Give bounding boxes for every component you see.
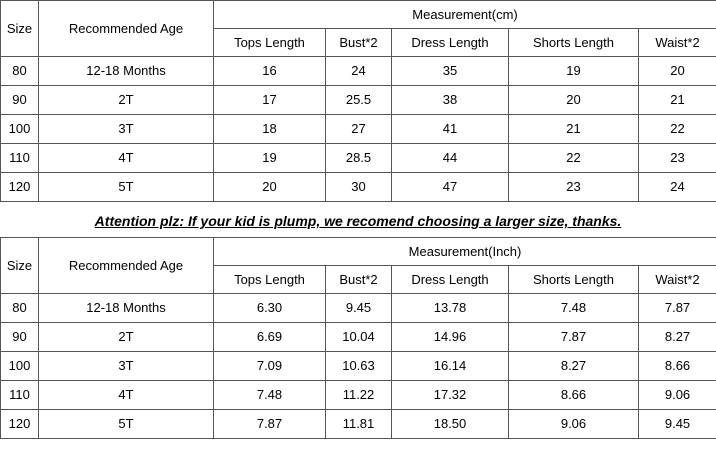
age-cell: 4T — [39, 381, 214, 410]
bust-cell: 24 — [326, 57, 392, 86]
age-cell: 5T — [39, 410, 214, 439]
table-row — [1, 323, 716, 352]
measurement-group-header: Measurement(cm) — [214, 1, 716, 29]
size-chart-cm-table — [0, 0, 716, 202]
tops-length-cell: 18 — [214, 115, 326, 144]
shorts-length-cell: 21 — [509, 115, 639, 144]
tops-length-cell: 19 — [214, 144, 326, 173]
bust-cell: 30 — [326, 173, 392, 202]
dress-length-cell: 14.96 — [392, 323, 509, 352]
table-row — [1, 410, 716, 439]
waist-cell: 8.27 — [639, 323, 716, 352]
bust-cell: 9.45 — [326, 294, 392, 323]
size-cell: 100 — [1, 352, 39, 381]
size-cell: 80 — [1, 294, 39, 323]
waist-cell: 7.87 — [639, 294, 716, 323]
waist-cell: 8.66 — [639, 352, 716, 381]
shorts-length-cell: 7.48 — [509, 294, 639, 323]
table-row — [1, 86, 716, 115]
size-cell: 120 — [1, 410, 39, 439]
size-cell: 90 — [1, 323, 39, 352]
size-cell: 110 — [1, 381, 39, 410]
shorts-length-cell: 7.87 — [509, 323, 639, 352]
waist-cell: 21 — [639, 86, 716, 115]
table-row — [1, 115, 716, 144]
shorts-length-header: Shorts Length — [509, 266, 639, 294]
tops-length-cell: 6.69 — [214, 323, 326, 352]
bust-cell: 11.81 — [326, 410, 392, 439]
shorts-length-header: Shorts Length — [509, 29, 639, 57]
size-cell: 80 — [1, 57, 39, 86]
size-cell: 120 — [1, 173, 39, 202]
tops-length-cell: 7.87 — [214, 410, 326, 439]
size-cell: 110 — [1, 144, 39, 173]
dress-length-cell: 18.50 — [392, 410, 509, 439]
age-cell: 3T — [39, 352, 214, 381]
waist-cell: 22 — [639, 115, 716, 144]
recommended-age-header: Recommended Age — [39, 1, 214, 57]
age-cell: 4T — [39, 144, 214, 173]
tops-length-cell: 16 — [214, 57, 326, 86]
waist-cell: 24 — [639, 173, 716, 202]
tops-length-cell: 17 — [214, 86, 326, 115]
size-chart-inch-table — [0, 237, 716, 439]
waist-cell: 9.06 — [639, 381, 716, 410]
waist-header: Waist*2 — [639, 29, 716, 57]
size-cell: 90 — [1, 86, 39, 115]
age-cell: 12-18 Months — [39, 294, 214, 323]
tops-length-cell: 7.48 — [214, 381, 326, 410]
age-cell: 3T — [39, 115, 214, 144]
bust-cell: 28.5 — [326, 144, 392, 173]
measurement-group-header: Measurement(Inch) — [214, 238, 716, 266]
table-row — [1, 57, 716, 86]
table-row — [1, 381, 716, 410]
waist-cell: 20 — [639, 57, 716, 86]
dress-length-cell: 35 — [392, 57, 509, 86]
dress-length-cell: 13.78 — [392, 294, 509, 323]
tops-length-cell: 20 — [214, 173, 326, 202]
shorts-length-cell: 19 — [509, 57, 639, 86]
dress-length-cell: 44 — [392, 144, 509, 173]
shorts-length-cell: 8.66 — [509, 381, 639, 410]
dress-length-header: Dress Length — [392, 266, 509, 294]
dress-length-header: Dress Length — [392, 29, 509, 57]
bust-header: Bust*2 — [326, 29, 392, 57]
tops-length-header: Tops Length — [214, 266, 326, 294]
shorts-length-cell: 20 — [509, 86, 639, 115]
dress-length-cell: 17.32 — [392, 381, 509, 410]
table-row — [1, 294, 716, 323]
dress-length-cell: 38 — [392, 86, 509, 115]
bust-cell: 10.63 — [326, 352, 392, 381]
table-row — [1, 352, 716, 381]
shorts-length-cell: 22 — [509, 144, 639, 173]
waist-header: Waist*2 — [639, 266, 716, 294]
size-header: Size — [1, 238, 39, 294]
shorts-length-cell: 9.06 — [509, 410, 639, 439]
shorts-length-cell: 8.27 — [509, 352, 639, 381]
tops-length-cell: 6.30 — [214, 294, 326, 323]
bust-header: Bust*2 — [326, 266, 392, 294]
tops-length-cell: 7.09 — [214, 352, 326, 381]
tops-length-header: Tops Length — [214, 29, 326, 57]
bust-cell: 11.22 — [326, 381, 392, 410]
waist-cell: 9.45 — [639, 410, 716, 439]
bust-cell: 27 — [326, 115, 392, 144]
age-cell: 2T — [39, 86, 214, 115]
age-cell: 5T — [39, 173, 214, 202]
size-cell: 100 — [1, 115, 39, 144]
shorts-length-cell: 23 — [509, 173, 639, 202]
plump-size-notice: Attention plz: If your kid is plump, we recomend choosing a larger size, thanks. — [94, 213, 622, 229]
age-cell: 12-18 Months — [39, 57, 214, 86]
table-row — [1, 144, 716, 173]
recommended-age-header: Recommended Age — [39, 238, 214, 294]
age-cell: 2T — [39, 323, 214, 352]
bust-cell: 10.04 — [326, 323, 392, 352]
dress-length-cell: 47 — [392, 173, 509, 202]
size-header: Size — [1, 1, 39, 57]
table-row — [1, 173, 716, 202]
bust-cell: 25.5 — [326, 86, 392, 115]
dress-length-cell: 41 — [392, 115, 509, 144]
dress-length-cell: 16.14 — [392, 352, 509, 381]
waist-cell: 23 — [639, 144, 716, 173]
